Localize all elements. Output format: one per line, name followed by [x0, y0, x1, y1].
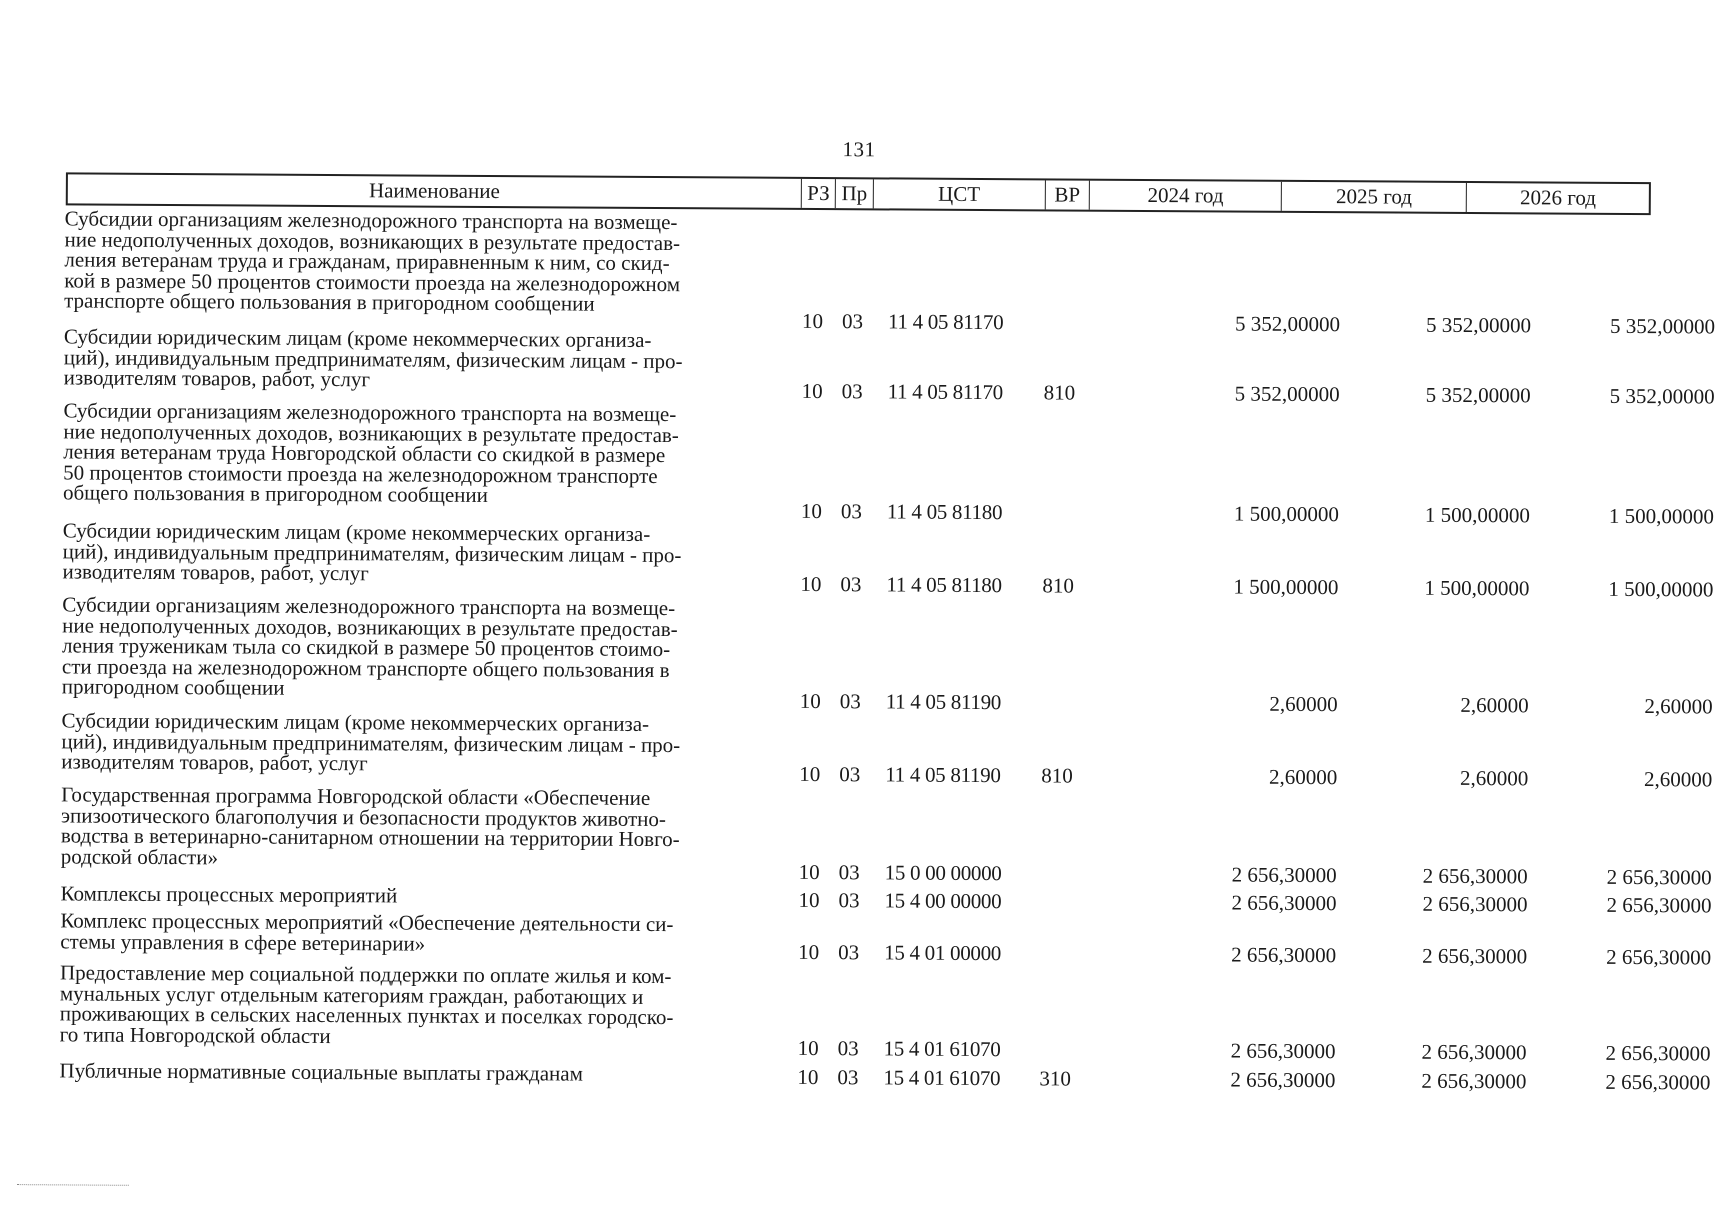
row-pr: 03	[838, 1036, 868, 1060]
row-value-2025: 5 352,00000	[1344, 312, 1531, 337]
header-year-2024: 2024 год	[1090, 181, 1282, 211]
row-value-2026: 2,60000	[1529, 766, 1712, 791]
row-name: Субсидии юридическим лицам (кроме некоммерческих организа- ций), индивидуальным предпринимателям, физическим лицам - про- изводителям товаров, работ, услуг	[61, 710, 791, 776]
header-rz: РЗ	[802, 179, 836, 208]
row-value-2025: 2 656,30000	[1341, 863, 1528, 888]
row-value-2025: 5 352,00000	[1344, 382, 1531, 407]
row-rz: 10	[797, 1065, 827, 1089]
row-rz: 10	[799, 860, 829, 884]
row-name: Субсидии организациям железнодорожного транспорта на возмеще- ние недополученных доходов, возникающих в результате предостав- ления труженикам тыла со скидкой в размере 50 процентов стоимо- сти проезда на железнодорожном транспорте общего пользования в пригородном сообщении	[62, 594, 793, 701]
row-value-2024: 2 656,30000	[1080, 942, 1336, 968]
row-cst: 15 0 00 00000	[885, 860, 1025, 885]
row-vr: 810	[1044, 380, 1088, 404]
row-name: Предоставление мер социальной поддержки по оплате жилья и ком- мунальных услуг отдельным категориям граждан, работающих и проживающих в сельских населенных пунктах и поселках городско- го типа Новгородской области	[60, 962, 790, 1048]
page-number: 131	[819, 137, 899, 162]
row-cst: 11 4 05 81180	[887, 499, 1027, 524]
row-pr: 03	[841, 499, 871, 523]
row-name: Субсидии юридическим лицам (кроме некоммерческих организа- ций), индивидуальным предпринимателям, физическим лицам - про- изводителям товаров, работ, услуг	[62, 520, 792, 586]
row-value-2026: 2 656,30000	[1528, 944, 1711, 969]
row-value-2026: 5 352,00000	[1532, 383, 1715, 408]
row-name: Государственная программа Новгородской области «Обеспечение эпизоотического благополучия и безопасности продуктов животно- водства в ветеринарно-санитарном отношении на территории Новго- родской области»	[61, 784, 791, 870]
row-rz: 10	[798, 1036, 828, 1060]
row-cst: 15 4 00 00000	[884, 888, 1024, 913]
row-value-2026: 1 500,00000	[1530, 576, 1713, 601]
header-vr: ВР	[1045, 180, 1090, 209]
row-value-2026: 2 656,30000	[1529, 864, 1712, 889]
row-vr: 810	[1042, 573, 1086, 597]
row-rz: 10	[802, 379, 832, 403]
row-name: Публичные нормативные социальные выплаты гражданам	[59, 1060, 789, 1085]
row-rz: 10	[798, 940, 828, 964]
row-pr: 03	[838, 888, 868, 912]
header-name: Наименование	[68, 174, 802, 207]
row-rz: 10	[798, 888, 828, 912]
row-value-2025: 2 656,30000	[1340, 1039, 1527, 1064]
row-value-2025: 2 656,30000	[1339, 1068, 1526, 1093]
header-year-2025: 2025 год	[1282, 182, 1468, 212]
row-value-2024: 2,60000	[1081, 764, 1337, 790]
row-cst: 15 4 01 61070	[883, 1065, 1023, 1090]
row-name: Субсидии организациям железнодорожного транспорта на возмеще- ние недополученных доходов, возникающих в результате предостав- ления ветеранам труда и гражданам, приравненным к ним, со скид- кой в размере 50 процентов стоимости проезда на железнодорожном транспорте общего пользования в пригородном сообщении	[64, 208, 795, 315]
row-rz: 10	[802, 309, 832, 333]
row-rz: 10	[800, 689, 830, 713]
row-value-2024: 2 656,30000	[1079, 1067, 1335, 1093]
row-rz: 10	[799, 762, 829, 786]
row-cst: 11 4 05 81170	[888, 379, 1028, 404]
row-cst: 15 4 01 00000	[884, 940, 1024, 965]
row-value-2025: 2 656,30000	[1340, 891, 1527, 916]
row-value-2026: 5 352,00000	[1532, 313, 1715, 338]
row-name: Субсидии организациям железнодорожного транспорта на возмеще- ние недополученных доходов, возникающих в результате предостав- ления ветеранам труда Новгородской области со скидкой в размере 50 процентов стоимости проезда на железнодорожном транспорте общего пользования в пригородном сообщении	[63, 400, 794, 507]
row-vr: 810	[1041, 763, 1085, 787]
row-name: Комплексы процессных мероприятий	[60, 883, 790, 908]
row-value-2024: 5 352,00000	[1084, 381, 1340, 407]
row-vr: 310	[1039, 1066, 1083, 1090]
row-value-2026: 2 656,30000	[1528, 1040, 1711, 1065]
row-value-2025: 2,60000	[1342, 692, 1529, 717]
scan-artifact-line	[17, 1184, 129, 1188]
row-value-2024: 1 500,00000	[1082, 574, 1338, 600]
row-value-2026: 2,60000	[1530, 693, 1713, 718]
row-value-2024: 2,60000	[1082, 691, 1338, 717]
row-pr: 03	[837, 1065, 867, 1089]
row-pr: 03	[839, 762, 869, 786]
row-value-2024: 2 656,30000	[1080, 1038, 1336, 1064]
row-value-2024: 2 656,30000	[1081, 862, 1337, 888]
row-pr: 03	[838, 940, 868, 964]
header-pr: Пр	[836, 179, 874, 208]
row-value-2024: 1 500,00000	[1083, 501, 1339, 527]
row-cst: 11 4 05 81180	[886, 572, 1026, 597]
header-cst: ЦСТ	[874, 179, 1046, 209]
row-value-2026: 2 656,30000	[1528, 892, 1711, 917]
row-name: Субсидии юридическим лицам (кроме некоммерческих организа- ций), индивидуальным предпринимателям, физическим лицам - про- изводителям товаров, работ, услуг	[64, 326, 794, 392]
row-cst: 11 4 05 81190	[886, 689, 1026, 714]
row-pr: 03	[840, 572, 870, 596]
row-pr: 03	[840, 689, 870, 713]
row-pr: 03	[842, 379, 872, 403]
row-pr: 03	[842, 309, 872, 333]
row-value-2025: 1 500,00000	[1343, 502, 1530, 527]
row-value-2025: 1 500,00000	[1342, 575, 1529, 600]
row-value-2025: 2,60000	[1341, 765, 1528, 790]
row-value-2024: 2 656,30000	[1080, 890, 1336, 916]
row-rz: 10	[801, 499, 831, 523]
row-cst: 11 4 05 81170	[888, 309, 1028, 334]
header-year-2026: 2026 год	[1467, 183, 1649, 213]
row-value-2026: 2 656,30000	[1527, 1069, 1710, 1094]
row-pr: 03	[839, 860, 869, 884]
row-name: Комплекс процессных мероприятий «Обеспечение деятельности си- стемы управления в сфере ветеринарии»	[60, 910, 790, 955]
row-cst: 15 4 01 61070	[884, 1036, 1024, 1061]
row-value-2026: 1 500,00000	[1531, 503, 1714, 528]
row-value-2025: 2 656,30000	[1340, 943, 1527, 968]
row-rz: 10	[800, 572, 830, 596]
row-cst: 11 4 05 81190	[885, 762, 1025, 787]
row-value-2024: 5 352,00000	[1084, 311, 1340, 337]
